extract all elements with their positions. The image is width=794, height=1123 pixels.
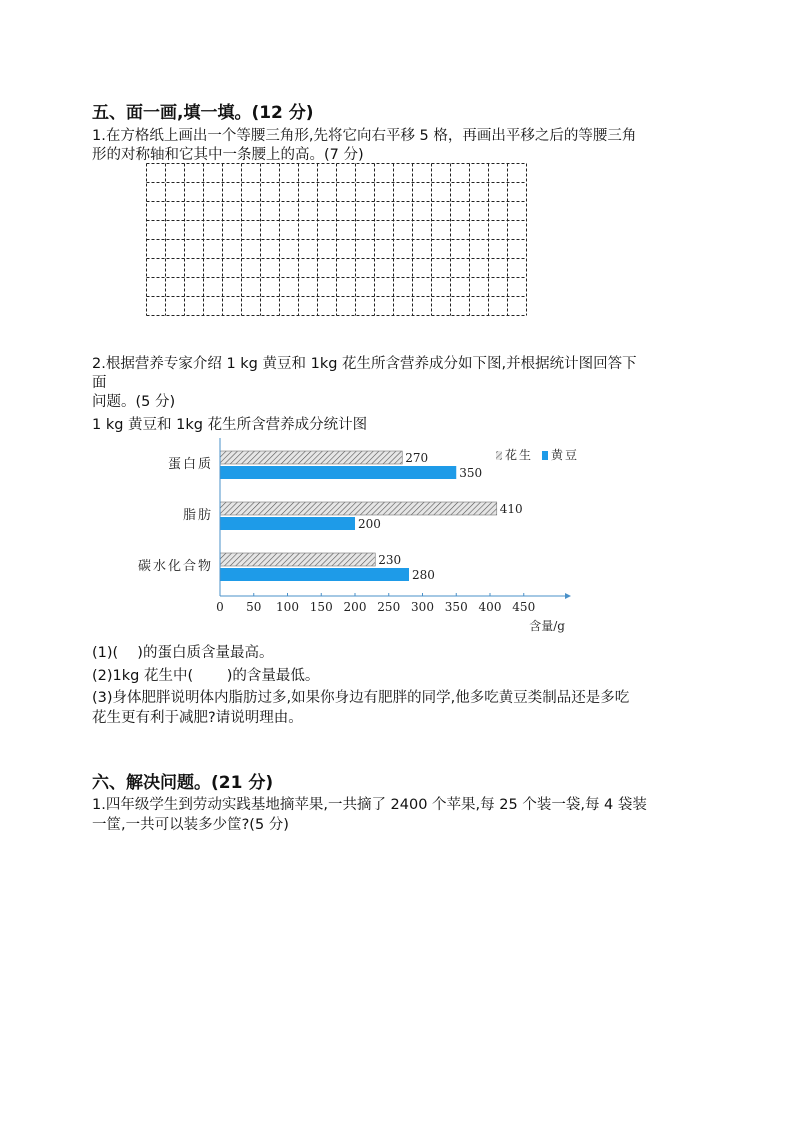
nutrition-bar-chart bbox=[120, 438, 580, 638]
q2-text-line1: 2.根据营养专家介绍 1 kg 黄豆和 1kg 花生所含营养成分如下图,并根据统计图回答下 bbox=[92, 356, 637, 372]
category-label: 碳水化合物 bbox=[137, 559, 213, 574]
x-axis-label: 含量/g bbox=[529, 619, 565, 633]
x-tick-label: 200 bbox=[343, 600, 367, 614]
chart-caption: 1 kg 黄豆和 1kg 花生所含营养成分统计图 bbox=[92, 417, 368, 433]
x-tick-label: 0 bbox=[216, 600, 224, 614]
legend-swatch-黄豆 bbox=[542, 451, 548, 460]
section5-heading: 五、面一画,填一填。(12 分) bbox=[92, 103, 314, 123]
x-tick-label: 450 bbox=[512, 600, 536, 614]
x-tick-label: 400 bbox=[478, 600, 502, 614]
bar-value-label: 270 bbox=[405, 451, 429, 465]
x-tick-label: 250 bbox=[377, 600, 401, 614]
q1-text-line2: 形的对称轴和它其中一条腰上的高。(7 分) bbox=[92, 147, 364, 163]
x-tick-label: 150 bbox=[309, 600, 333, 614]
x-axis-arrow bbox=[565, 593, 571, 599]
sub-question-2: (2)1kg 花生中( )的含量最低。 bbox=[92, 668, 320, 684]
q2-text-line2: 面 bbox=[92, 375, 107, 391]
bar-黄豆 bbox=[220, 568, 409, 581]
bar-黄豆 bbox=[220, 466, 456, 479]
bar-value-label: 230 bbox=[378, 553, 402, 567]
q1-text-line1: 1.在方格纸上画出一个等腰三角形,先将它向右平移 5 格，再画出平移之后的等腰三角 bbox=[92, 128, 637, 144]
category-label: 脂肪 bbox=[182, 508, 213, 523]
x-tick-label: 300 bbox=[411, 600, 434, 614]
bar-value-label: 280 bbox=[412, 568, 435, 582]
bar-value-label: 350 bbox=[459, 466, 483, 480]
bar-黄豆 bbox=[220, 517, 355, 530]
s6-q1-line1: 1.四年级学生到劳动实践基地摘苹果,一共摘了 2400 个苹果,每 25 个装一袋,每 4 袋装 bbox=[92, 797, 647, 813]
x-tick-label: 100 bbox=[276, 600, 299, 614]
s6-q1-line2: 一筐,一共可以装多少筐?(5 分) bbox=[92, 817, 289, 833]
x-tick-label: 50 bbox=[246, 600, 262, 614]
x-tick-label: 350 bbox=[444, 600, 468, 614]
bar-花生 bbox=[220, 553, 375, 566]
bar-value-label: 410 bbox=[499, 502, 523, 516]
legend-label: 黄豆 bbox=[551, 448, 580, 462]
bar-花生 bbox=[220, 502, 497, 515]
legend-swatch-花生 bbox=[496, 451, 502, 460]
category-label: 蛋白质 bbox=[167, 457, 213, 472]
bar-花生 bbox=[220, 451, 402, 464]
sub-question-3-line2: 花生更有利于减肥?请说明理由。 bbox=[92, 710, 303, 726]
sub-question-3-line1: (3)身体肥胖说明体内脂肪过多,如果你身边有肥胖的同学,他多吃黄豆类制品还是多吃 bbox=[92, 690, 630, 706]
q2-text-line3: 问题。(5 分) bbox=[92, 394, 176, 410]
dashed-grid-paper bbox=[146, 163, 528, 317]
legend-label: 花生 bbox=[505, 448, 534, 462]
sub-question-1: (1)( )的蛋白质含量最高。 bbox=[92, 645, 274, 661]
bar-value-label: 200 bbox=[358, 517, 381, 531]
section6-heading: 六、解决问题。(21 分) bbox=[92, 773, 274, 793]
